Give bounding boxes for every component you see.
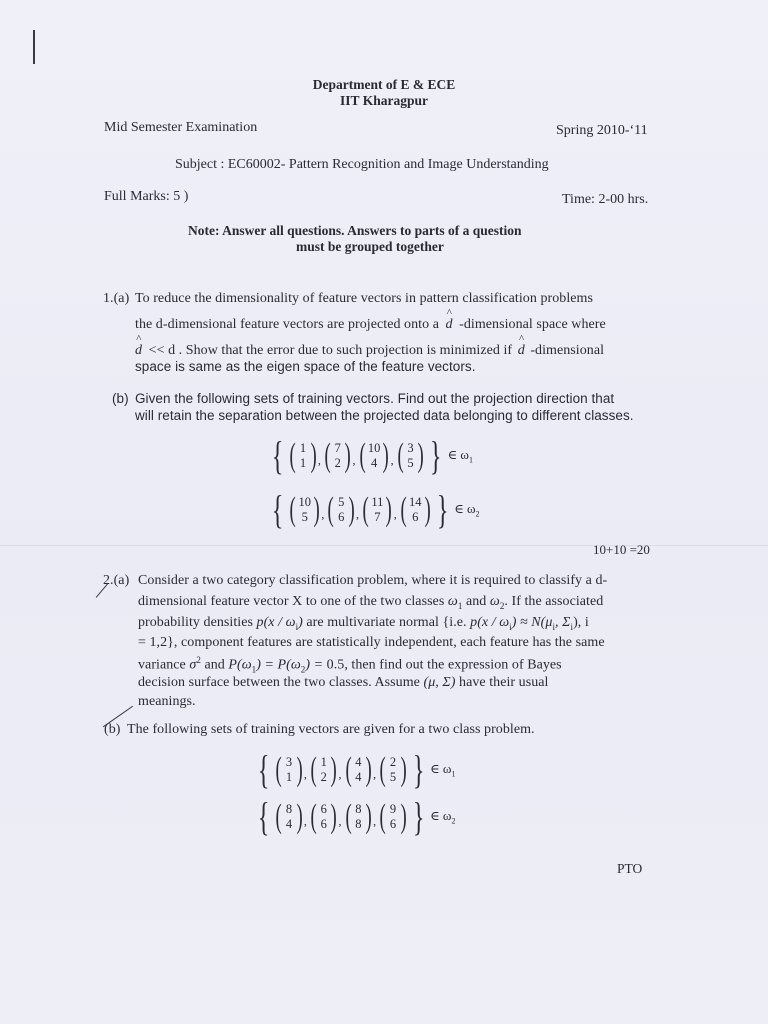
- column-vector: [322, 439, 354, 473]
- vector-open-paren: (: [345, 798, 352, 835]
- vector-entries: [409, 495, 422, 525]
- class-index: 2: [475, 509, 480, 519]
- vector-open-paren: (: [327, 491, 335, 528]
- q1a-label: 1.(a): [103, 291, 130, 306]
- vector-close-paren: ): [296, 798, 303, 835]
- column-vector: [398, 493, 433, 527]
- vector-open-paren: (: [362, 491, 369, 528]
- vector-entry: 1: [299, 456, 307, 470]
- vector-entry: 10: [298, 495, 312, 509]
- vector-open-paren: (: [310, 751, 317, 788]
- vector-separator: ,: [317, 452, 321, 467]
- vector-open-paren: (: [379, 798, 386, 835]
- q2a-line-2: dimensional feature vector X to one of the two classes $\omega_1$ and $\omega_2$. If the associated: [138, 594, 604, 611]
- vector-entry: 2: [334, 456, 341, 470]
- vector-close-paren: ): [424, 491, 431, 528]
- note-line-1: Note: Answer all questions. Answers to parts of a question: [188, 223, 522, 238]
- column-vector: [343, 753, 375, 787]
- vector-entries: [333, 441, 342, 471]
- class-symbol: ∈ ω: [454, 501, 476, 517]
- set-close-brace: }: [430, 433, 442, 478]
- q2b-line: The following sets of training vectors are given for a two class problem.: [127, 722, 535, 737]
- q1a-line-2: the d-dimensional feature vectors are projected onto a ^ d -dimensional space where: [135, 307, 606, 332]
- q2a-line-6: decision surface between the two classes. Assume (μ, Σ) have their usual: [138, 675, 549, 690]
- vector-separator: ,: [338, 766, 342, 781]
- institute-title: IIT Kharagpur: [340, 93, 428, 108]
- vector-entries: [389, 755, 398, 785]
- vector-entry: 1: [285, 770, 293, 784]
- vector-separator: ,: [338, 813, 342, 828]
- q2a-line-3: probability densities $p(x / \omega_i)$ are multivariate normal {i.e. $p(x / \omega_i) \approx N(\mu_i$, $\Sigma_i$), i: [138, 615, 589, 632]
- q2a-label: 2.(a): [103, 573, 130, 588]
- q2-vector-set-class1: [254, 747, 456, 792]
- vector-entries: [285, 755, 294, 785]
- subject-line: Subject : EC60002- Pattern Recognition and Image Understanding: [175, 157, 549, 172]
- department-title: Department of E & ECE: [312, 77, 456, 92]
- vector-entry: 2: [389, 755, 397, 769]
- vector-entries: [299, 441, 308, 471]
- vector-entries: [368, 441, 381, 471]
- column-vector: [308, 800, 340, 834]
- vector-entry: 6: [320, 817, 327, 831]
- vector-close-paren: ): [417, 437, 424, 474]
- vector-entry: 7: [334, 441, 341, 455]
- column-vector: [377, 800, 409, 834]
- class-membership: [454, 501, 479, 519]
- vector-entry: 3: [285, 755, 293, 769]
- column-vector: [273, 800, 305, 834]
- set-open-brace: {: [271, 487, 284, 532]
- vector-entry: 5: [407, 456, 414, 470]
- vector-close-paren: ): [348, 491, 355, 528]
- q1-vector-set-class2: [268, 487, 480, 532]
- paper-fold: [0, 545, 768, 546]
- q2a-line-5: variance $\sigma^2$ and $P(\omega_1) = P(\omega_2) = 0.5$, then find out the expression of Bayes: [138, 655, 562, 675]
- vector-open-paren: (: [289, 437, 296, 474]
- column-vector: [360, 493, 395, 527]
- q2a-line-4: = 1,2}, component features are statistically independent, each feature has the same: [138, 635, 605, 650]
- vector-entries: [354, 802, 363, 832]
- q1-vector-set-class1: [268, 433, 473, 478]
- q2b-label: (b): [104, 722, 121, 737]
- vector-separator: ,: [352, 452, 356, 467]
- vector-entry: 4: [285, 817, 293, 831]
- class-index: 1: [468, 455, 473, 465]
- set-open-brace: {: [271, 433, 284, 478]
- vector-entry: 7: [374, 510, 381, 524]
- column-vector: [343, 800, 375, 834]
- vector-entry: 3: [407, 441, 414, 455]
- class-symbol: ∈ ω: [430, 808, 452, 824]
- vector-entry: 4: [370, 456, 378, 470]
- vector-open-paren: (: [275, 798, 282, 835]
- vector-close-paren: ): [330, 798, 337, 835]
- vector-entry: 11: [371, 495, 384, 509]
- exam-time: Time: 2-00 hrs.: [562, 192, 649, 207]
- vector-open-paren: (: [289, 491, 296, 528]
- column-vector: [287, 491, 325, 528]
- vector-open-paren: (: [345, 751, 352, 788]
- vector-open-paren: (: [324, 437, 331, 474]
- vector-close-paren: ): [400, 798, 407, 835]
- vector-close-paren: ): [382, 437, 390, 474]
- q1b-label: (b): [112, 391, 129, 406]
- set-open-brace: {: [257, 747, 270, 792]
- column-vector: [325, 491, 360, 528]
- vector-close-paren: ): [344, 437, 351, 474]
- q2-vector-set-class2: [254, 794, 456, 839]
- vector-entry: 10: [367, 441, 381, 455]
- vector-separator: ,: [393, 506, 397, 521]
- vector-separator: ,: [356, 506, 360, 521]
- class-membership: [430, 808, 455, 826]
- full-marks: Full Marks: 5 ): [104, 189, 189, 204]
- vector-entry: 6: [338, 510, 345, 524]
- vector-entry: 1: [320, 755, 327, 769]
- vector-close-paren: ): [365, 751, 372, 788]
- vector-entry: 5: [389, 770, 397, 784]
- vector-entries: [354, 755, 363, 785]
- vector-entries: [319, 755, 328, 785]
- column-vector: [273, 753, 305, 787]
- vector-entries: [299, 495, 312, 525]
- vector-entry: 6: [389, 817, 397, 831]
- vector-entry: 5: [338, 495, 345, 509]
- note-line-2: must be grouped together: [296, 239, 444, 254]
- q1b-line-1: Given the following sets of training vectors. Find out the projection direction that: [135, 391, 615, 406]
- column-vector: [377, 753, 409, 787]
- class-symbol: ∈ ω: [430, 761, 452, 777]
- vector-entries: [389, 802, 398, 832]
- vector-open-paren: (: [379, 751, 386, 788]
- vector-entry: 6: [412, 510, 419, 524]
- class-symbol: ∈ ω: [447, 447, 469, 463]
- vector-entries: [337, 495, 346, 525]
- vector-open-paren: (: [397, 437, 404, 474]
- vector-close-paren: ): [296, 751, 303, 788]
- column-vector: [357, 439, 392, 473]
- q1a-line-4: space is same as the eigen space of the feature vectors.: [135, 359, 476, 374]
- vector-entry: 6: [320, 802, 327, 816]
- class-index: 2: [451, 816, 456, 826]
- q1b-line-2: will retain the separation between the projected data belonging to different classes.: [135, 408, 634, 423]
- vector-close-paren: ): [310, 437, 317, 474]
- vector-open-paren: (: [359, 437, 366, 474]
- set-close-brace: }: [412, 747, 425, 792]
- column-vector: [287, 439, 319, 473]
- vector-open-paren: (: [310, 798, 317, 835]
- vector-entries: [319, 802, 328, 832]
- q1a-line-1: To reduce the dimensionality of feature vectors in pattern classification problems: [135, 291, 593, 306]
- vector-close-paren: ): [365, 798, 372, 835]
- exam-name: Mid Semester Examination: [104, 120, 258, 135]
- q2a-line-7: meanings.: [138, 694, 196, 709]
- vector-open-paren: (: [400, 491, 407, 528]
- vector-separator: ,: [303, 813, 307, 828]
- vector-entry: 8: [355, 802, 362, 816]
- vector-entry: 4: [355, 755, 362, 769]
- set-close-brace: }: [436, 487, 449, 532]
- vector-entry: 14: [409, 495, 422, 509]
- vector-close-paren: ): [385, 491, 393, 528]
- column-vector: [308, 753, 340, 787]
- vector-entry: 1: [299, 441, 307, 455]
- class-index: 1: [451, 769, 456, 779]
- vector-separator: ,: [390, 452, 394, 467]
- column-vector: [395, 439, 427, 473]
- vector-entry: 9: [389, 802, 397, 816]
- class-membership: [448, 447, 473, 465]
- q1a-line-3: ^ d << d . Show that the error due to such projection is minimized if ^ d -dimensional: [135, 333, 605, 358]
- vector-separator: ,: [303, 766, 307, 781]
- exam-term: Spring 2010-‘11: [556, 123, 648, 138]
- vector-open-paren: (: [275, 751, 282, 788]
- vector-entry: 8: [355, 817, 362, 831]
- q1-marks: 10+10 =20: [593, 542, 650, 557]
- vector-entry: 4: [355, 770, 362, 784]
- vector-entries: [371, 495, 383, 525]
- vector-separator: ,: [373, 766, 377, 781]
- set-open-brace: {: [257, 794, 270, 839]
- vector-entry: 5: [301, 510, 308, 524]
- vector-separator: ,: [321, 506, 325, 521]
- vector-entry: 2: [320, 770, 327, 784]
- vector-separator: ,: [373, 813, 377, 828]
- q2a-line-1: Consider a two category classification problem, where it is required to classify a d-: [138, 573, 608, 588]
- set-close-brace: }: [412, 794, 425, 839]
- vector-entry: 8: [285, 802, 293, 816]
- vector-entries: [285, 802, 294, 832]
- vector-close-paren: ): [400, 751, 407, 788]
- pen-mark: [33, 30, 35, 64]
- vector-entries: [406, 441, 415, 471]
- vector-close-paren: ): [313, 491, 320, 528]
- class-membership: [430, 761, 455, 779]
- pto-note: PTO: [617, 861, 643, 876]
- vector-close-paren: ): [330, 751, 337, 788]
